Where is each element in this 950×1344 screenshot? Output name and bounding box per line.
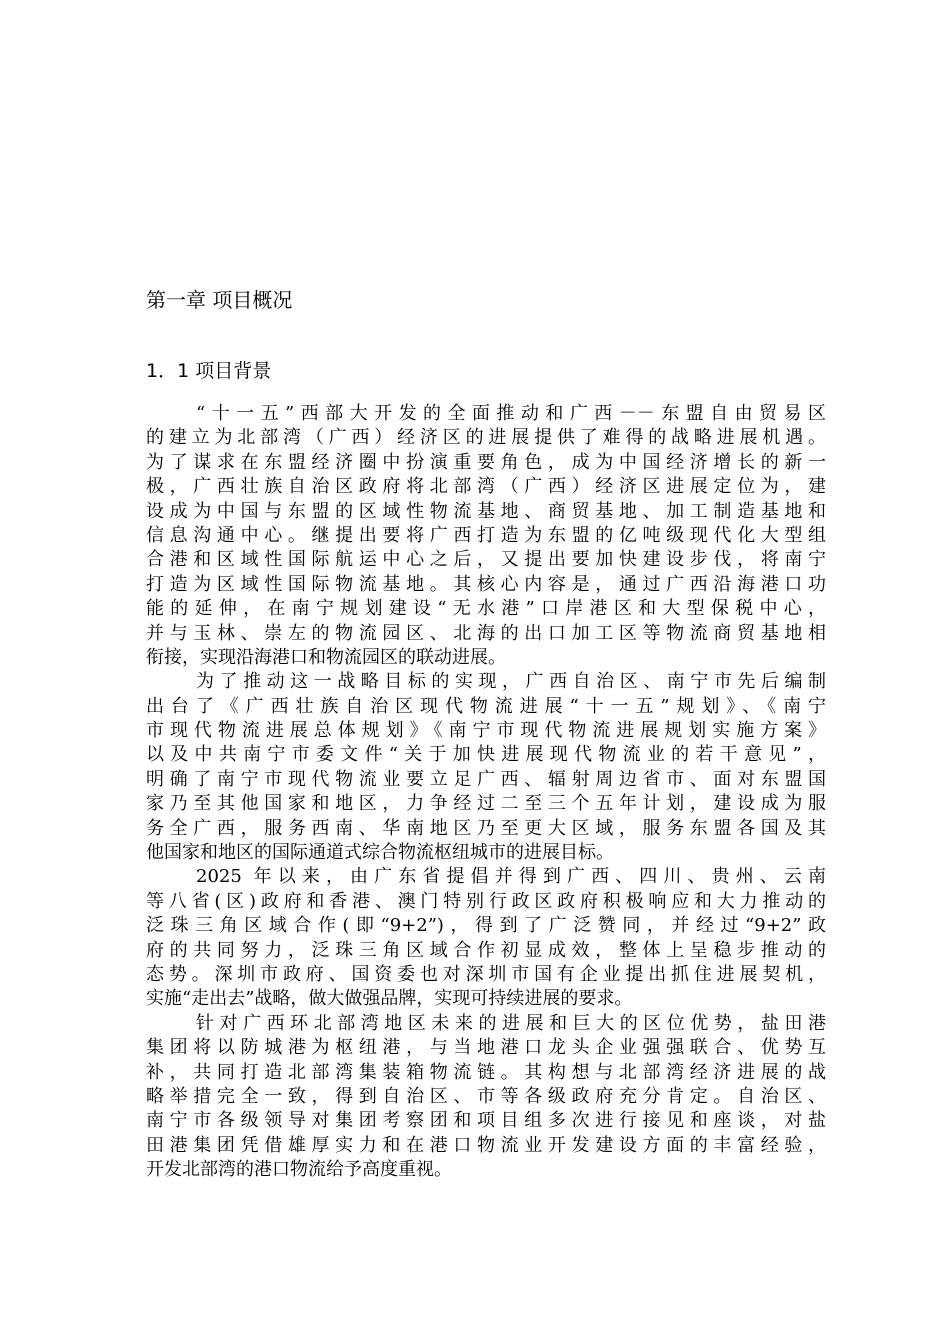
text-line: 合港和区域性国际航运中心之后，又提出要加快建设步伐，将南宁: [146, 549, 826, 571]
text-line: 能的延伸，在南宁规划建设“无水港”口岸港区和大型保税中心，: [146, 598, 826, 620]
text-line: 为了谋求在东盟经济圈中扮演重要角色，成为中国经济增长的新一: [146, 451, 826, 473]
text-line: 集团将以防城港为枢纽港，与当地港口龙头企业强强联合、优势互: [146, 1037, 826, 1059]
body-text: [146, 402, 826, 1183]
text-line: 实施“走出去”战略，做大做强品牌，实现可持续进展的要求。: [146, 988, 633, 1010]
text-line: 的建立为北部湾（广西）经济区的进展提供了难得的战略进展机遇。: [146, 427, 826, 449]
text-line: 明确了南宁市现代物流业要立足广西、辐射周边省市、面对东盟国: [146, 768, 826, 790]
text-line: 针对广西环北部湾地区未来的进展和巨大的区位优势，盐田港: [196, 1012, 826, 1034]
text-line: 信息沟通中心。继提出要将广西打造为东盟的亿吨级现代化大型组: [146, 524, 826, 546]
text-line: 市现代物流进展总体规划》《南宁市现代物流进展规划实施方案》: [146, 720, 826, 742]
text-line: 略举措完全一致，得到自治区、市等各级政府充分肯定。自治区、: [146, 1085, 826, 1107]
paragraph: [146, 865, 826, 1011]
text-line: 府的共同努力，泛珠三角区域合作初显成效，整体上呈稳步推动的: [146, 939, 826, 961]
text-line: 设成为中国与东盟的区域性物流基地、商贸基地、加工制造基地和: [146, 500, 826, 522]
chapter-title: 第一章 项目概况: [146, 288, 293, 312]
text-line: 打造为区域性国际物流基地。其核心内容是，通过广西沿海港口功: [146, 573, 826, 595]
text-line: 态势。深圳市政府、国资委也对深圳市国有企业提出抓住进展契机，: [146, 963, 826, 985]
text-line: 极，广西壮族自治区政府将北部湾（广西）经济区进展定位为，建: [146, 476, 826, 498]
text-line: 衔接，实现沿海港口和物流园区的联动进展。: [146, 646, 506, 668]
section-title: 1．1 项目背景: [146, 360, 272, 382]
text-line: 他国家和地区的国际通道式综合物流枢纽城市的进展目标。: [146, 842, 614, 864]
paragraph: [146, 1012, 826, 1183]
text-line: 2025 年以来，由广东省提倡并得到广西、四川、贵州、云南: [196, 866, 826, 888]
paragraph: [146, 402, 826, 670]
text-line: 田港集团凭借雄厚实力和在港口物流业开发建设方面的丰富经验，: [146, 1134, 826, 1156]
text-line: 务全广西，服务西南、华南地区乃至更大区域，服务东盟各国及其: [146, 817, 826, 839]
text-line: 并与玉林、崇左的物流园区、北海的出口加工区等物流商贸基地相: [146, 622, 826, 644]
paragraph: [146, 670, 826, 865]
text-line: 出台了《广西壮族自治区现代物流进展“十一五”规划》、《南宁: [146, 695, 826, 717]
text-line: 等八省(区)政府和香港、澳门特别行政区政府积极响应和大力推动的: [146, 890, 826, 912]
text-line: 补，共同打造北部湾集装箱物流链。其构想与北部湾经济进展的战: [146, 1061, 826, 1083]
text-line: 泛珠三角区域合作(即“9+2”)，得到了广泛赞同，并经过“9+2”政: [146, 915, 826, 937]
text-line: 为了推动这一战略目标的实现，广西自治区、南宁市先后编制: [196, 671, 826, 693]
text-line: 南宁市各级领导对集团考察团和项目组多次进行接见和座谈，对盐: [146, 1110, 826, 1132]
text-line: “十一五”西部大开发的全面推动和广西－－东盟自由贸易区: [196, 403, 826, 424]
text-line: 以及中共南宁市委文件“关于加快进展现代物流业的若干意见”，: [146, 744, 826, 766]
text-line: 家乃至其他国家和地区，力争经过二至三个五年计划，建设成为服: [146, 793, 826, 815]
text-line: 开发北部湾的港口物流给予高度重视。: [146, 1159, 452, 1181]
